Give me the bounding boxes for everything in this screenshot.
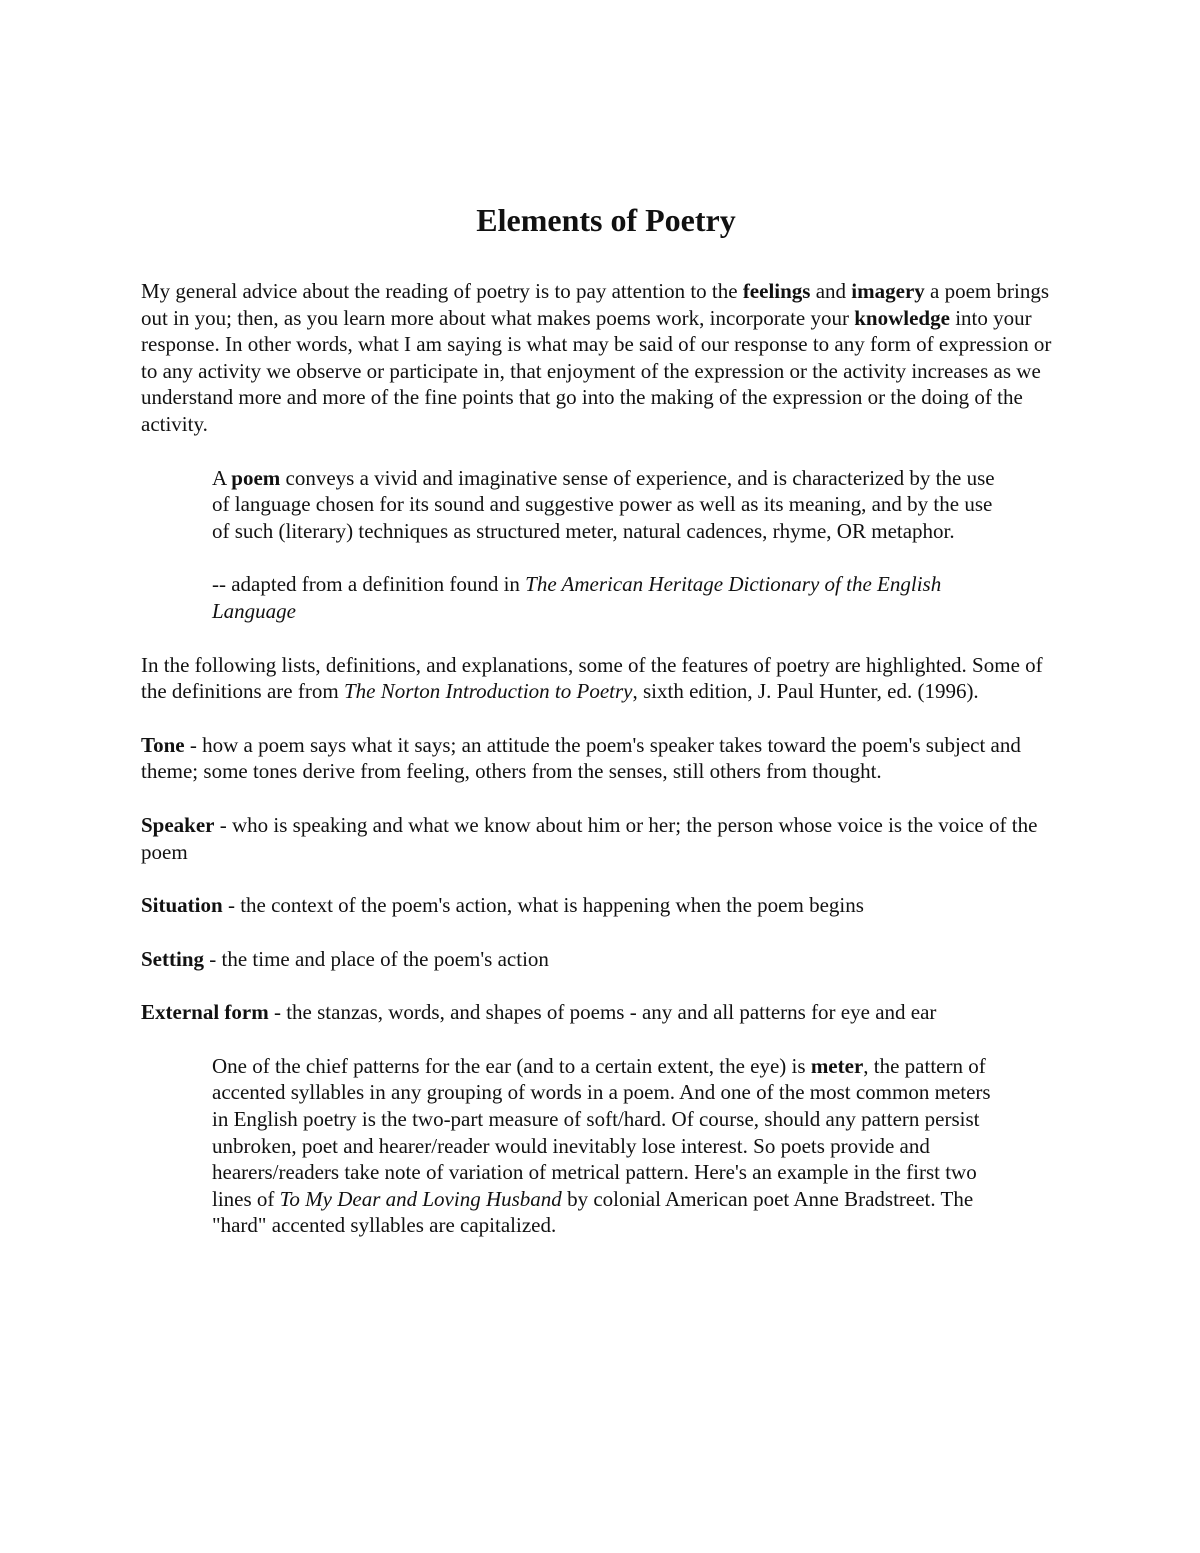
term-label: Speaker xyxy=(141,812,215,837)
intro-text-2: and xyxy=(810,279,852,303)
intro-text-4: into your response. In other words, what I am saying is what may be said of our response to any form of expression or to any activity we observe or participate in, that enjoyment of the expression or the activity increases as we understand more and more of the fine points that go into the making of the expression or the doing of the activity. xyxy=(141,305,1052,436)
meter-poem-title: To My Dear and Loving Husband xyxy=(279,1186,562,1211)
term-definition: - who is speaking and what we know about him or her; the person whose voice is the voice of the poem xyxy=(141,812,1038,864)
lists-intro-book-title: The Norton Introduction to Poetry xyxy=(343,679,633,704)
term-setting xyxy=(141,946,1071,973)
term-definition: - the context of the poem's action, what is happening when the poem begins xyxy=(222,893,864,918)
quote-bold-poem: poem xyxy=(231,465,281,490)
term-speaker xyxy=(141,812,1071,865)
quote-text-2: conveys a vivid and imaginative sense of experience, and is characterized by the use of language chosen for its sound and suggestive power as well as its meaning, and by the use of such (literary) techniques as structured meter, natural cadences, rhyme, OR metaphor. xyxy=(212,465,995,543)
intro-bold-imagery: imagery xyxy=(851,279,925,303)
meter-text-2: , the pattern of accented syllables in any grouping of words in a poem. And one of the most common meters in English poetry is the two-part measure of soft/hard. Of course, should any pattern persist unbroken, poet and hearer/reader would inevitably lose interest. So poets provide and hearers/readers take note of variation of metrical pattern. Here's an example in the first two lines of xyxy=(212,1053,991,1211)
intro-bold-knowledge: knowledge xyxy=(854,305,950,330)
lists-intro-text-2: , sixth edition, J. Paul Hunter, ed. (1996). xyxy=(632,679,979,704)
intro-text-3: a poem brings out in you; then, as you learn more about what makes poems work, incorporate your xyxy=(141,279,1050,330)
intro-bold-feelings: feelings xyxy=(742,279,811,303)
term-label: External form xyxy=(141,1000,269,1025)
quote-attribution xyxy=(212,571,1002,624)
poem-definition-quote xyxy=(212,465,1002,545)
term-definition: - how a poem says what it says; an attitude the poem's speaker takes toward the poem's subject and theme; some tones derive from feeling, others from the senses, still others from thought. xyxy=(141,732,1021,784)
attribution-source-title: The American Heritage Dictionary of the English Language xyxy=(212,572,942,623)
term-tone xyxy=(141,732,1071,785)
term-external-form xyxy=(141,999,1071,1026)
meter-paragraph xyxy=(212,1053,1002,1239)
lists-intro-text-1: In the following lists, definitions, and explanations, some of the features of poetry are highlighted. Some of the definitions are from xyxy=(141,652,1043,704)
intro-text-1: My general advice about the reading of poetry is to pay attention to the xyxy=(141,279,743,303)
quote-text-1: A xyxy=(212,465,232,490)
term-label: Situation xyxy=(141,893,223,918)
term-definition: - the stanzas, words, and shapes of poems - any and all patterns for eye and ear xyxy=(268,1000,937,1025)
intro-paragraph xyxy=(141,278,1071,438)
page-title: Elements of Poetry xyxy=(476,202,736,238)
term-label: Tone xyxy=(141,732,185,757)
term-definition: - the time and place of the poem's action xyxy=(204,946,549,971)
meter-bold-meter: meter xyxy=(810,1053,864,1078)
meter-text-1: One of the chief patterns for the ear (and to a certain extent, the eye) is xyxy=(212,1053,811,1078)
document-page xyxy=(141,200,1071,1239)
term-label: Setting xyxy=(141,946,204,971)
meter-text-3: by colonial American poet Anne Bradstreet. The "hard" accented syllables are capitalized. xyxy=(212,1186,974,1238)
lists-intro-paragraph xyxy=(141,652,1071,705)
term-situation xyxy=(141,892,1071,919)
attribution-text: -- adapted from a definition found in xyxy=(212,572,526,597)
